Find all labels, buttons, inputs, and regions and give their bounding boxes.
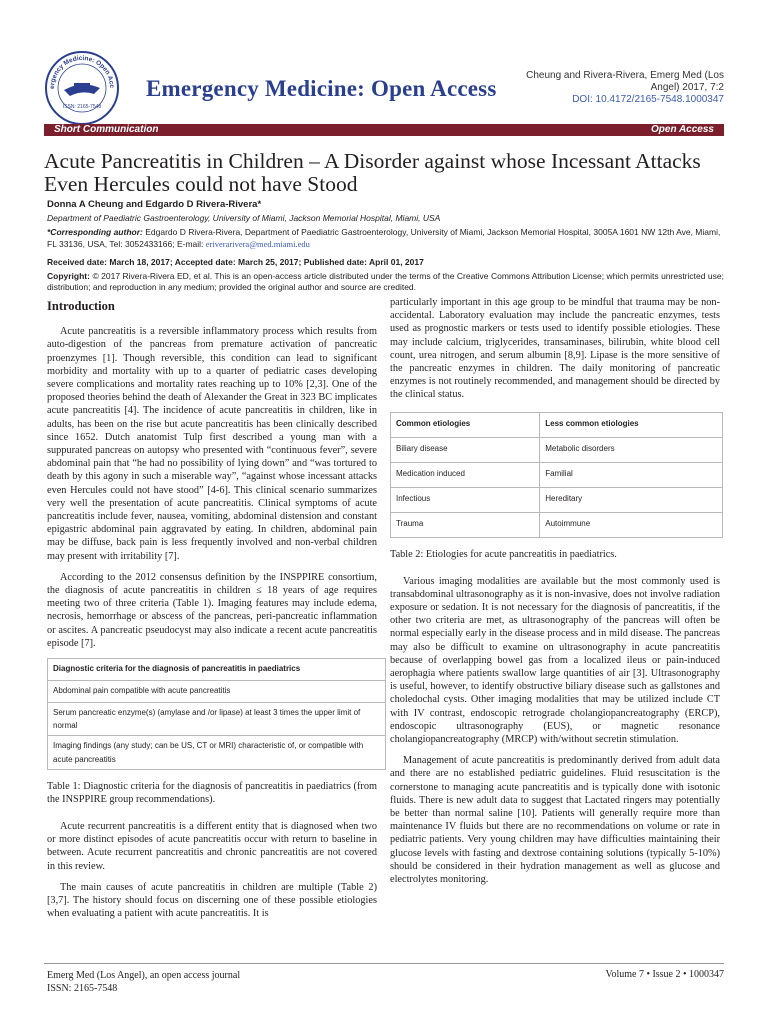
table-header-cell: Less common etiologies — [540, 412, 723, 437]
paragraph: Various imaging modalities are available but the most commonly used is transabdominal ultrasonography as it is non-invasive, does not involve radiation exposure or sedation. It is not necessary for the diagnosis of pancreatitis, if the other two criteria are met, as ultrasonography of the pancreas will often be normal especially early in the disease process and in mild disease. The pancreas may also be difficult to examine on ultrasonography in acute pancreatitis because of overlapping bowel gas from a localized ileus or pain-induced aerophagia where patients swallow large quantities of air [3]. Ultrasonography is useful, however, to identify obstructive biliary disease such as gallstones and choledochal cysts. Other imaging modalities that may be utilized include CT with IV contrast, endoscopic retrograde cholangiopancreatography (ERCP), endoscopic ultrasonography (EUS), or magnetic resonance cholangiopancreatography (MRCP) with/without secretin stimulation. — [390, 575, 721, 746]
table-cell: Biliary disease — [391, 437, 540, 462]
paragraph: Acute recurrent pancreatitis is a different entity that is diagnosed when two or more distinct episodes of acute pancreatitis occur with return to baseline in between. Acute recurrent pancreatitis and chronic pancreatitis are not covered in this review. — [47, 820, 377, 872]
citation-text: Cheung and Rivera-Rivera, Emerg Med (Los Angel) 2017, 7:2 — [526, 70, 724, 93]
open-access-label: Open Access — [651, 124, 714, 135]
doi-link[interactable]: DOI: 10.4172/2165-7548.1000347 — [572, 94, 724, 105]
journal-logo — [44, 50, 120, 126]
table-header-cell: Diagnostic criteria for the diagnosis of pancreatitis in paediatrics — [48, 659, 386, 681]
table-cell: Metabolic disorders — [540, 437, 723, 462]
table-cell: Imaging findings (any study; can be US, CT or MRI) characteristic of, or compatible with acute pancreatitis — [48, 736, 386, 769]
footer-issn: ISSN: 2165-7548 — [47, 983, 118, 994]
footer-journal-name: Emerg Med (Los Angel), an open access journal — [47, 970, 241, 981]
table-cell: Infectious — [391, 487, 540, 512]
table-cell: Serum pancreatic enzyme(s) (amylase and /or lipase) at least 3 times the upper limit of normal — [48, 703, 386, 736]
caption-text: Diagnostic criteria for the diagnosis of pancreatitis in paediatrics (from the INSPPIRE group recommendations). — [47, 780, 377, 805]
journal-title[interactable]: Emergency Medicine: Open Access — [146, 76, 497, 101]
table-cell: Abdominal pain compatible with acute pancreatitis — [48, 681, 386, 703]
article-title: Acute Pancreatitis in Children – A Disorder against whose Incessant Attacks Even Hercules could not have Stood — [44, 149, 701, 196]
logo-issn: ISSN: 2165-7548 — [62, 104, 102, 110]
copyright — [47, 271, 724, 293]
footer-journal — [47, 969, 240, 995]
corresponding-author — [47, 227, 724, 250]
authors: Donna A Cheung and Edgardo D Rivera-Rivera* — [47, 199, 262, 210]
paragraph: Management of acute pancreatitis is predominantly derived from adult data and there are no established pediatric guidelines. Fluid resuscitation is the cornerstone to managing acute pancreatitis and is typically done with isotonic fluids. There is new adult data to suggest that Lactated ringers may potentially be better than normal saline [10]. Patients will generally require more than maintenance IV fluids but there are no recommendations on volume or rate in pediatric patients. Very young children may have difficulties maintaining their glucose levels with fasting and dextrose containing solutions (typically 5-10%) should be considered in their hydration management as well as glucose and electrolytes monitoring. — [390, 755, 720, 886]
paragraph: particularly important in this age group to be mindful that trauma may be non-accidental. Laboratory evaluation may include the pancreatic enzymes, tests used as prognostic markers or tests used to identify possible etiologies. These may include calcium, triglycerides, transaminases, bilirubin, white blood cell count, urea nitrogen, and serum albumin [8,9]. Lipase is the more sensitive of the pancreatic enzymes in children. The daily monitoring of pancreatic enzymes is not routinely recommended, and management should be directed by the clinical status. — [390, 297, 720, 401]
table-cell: Autoimmune — [540, 512, 723, 537]
table-cell: Hereditary — [540, 487, 723, 512]
table-cell: Trauma — [391, 512, 540, 537]
table-cell: Familial — [540, 462, 723, 487]
paragraph: The main causes of acute pancreatitis in children are multiple (Table 2) [3,7]. The history should focus on discerning one of these possible etiologies when evaluating a patient with acute pancreatitis. It is — [47, 881, 377, 920]
right-column — [390, 296, 720, 894]
article-type-label: Short Communication — [54, 124, 159, 135]
citation-block — [512, 70, 724, 106]
table2-caption — [390, 548, 720, 561]
caption-label: Table 2: — [390, 548, 424, 560]
footer-divider — [44, 963, 724, 964]
email-link[interactable]: eriverarivera@med.miami.edu — [205, 238, 310, 249]
table-etiologies — [390, 412, 723, 538]
copyright-label: Copyright: — [47, 271, 90, 281]
table-header-cell: Common etiologies — [391, 412, 540, 437]
copyright-text: © 2017 Rivera-Rivera ED, et al. This is an open-access article distributed under the terms of the Creative Commons Attribution License; which permits unrestricted use; distribution; and reproduction in any medium; provided the original author and source are credited. — [47, 271, 724, 292]
table-cell: Medication induced — [391, 462, 540, 487]
article-dates: Received date: March 18, 2017; Accepted date: March 25, 2017; Published date: April 01, 2017 — [47, 257, 424, 267]
table1-caption — [47, 780, 377, 806]
caption-label: Table 1: — [47, 780, 81, 792]
corresponding-text: Edgardo D Rivera-Rivera, Department of Paediatric Gastroenterology, University of Miami, Jackson Memorial Hospital, 3005A 1601 NW 12th Ave, Miami, FL 33136, USA, Tel: 3052433166; E-mail: — [47, 227, 721, 249]
table-diagnostic-criteria — [47, 658, 386, 770]
article-type-bar — [44, 124, 724, 136]
paragraph: Acute pancreatitis is a reversible inflammatory process which results from auto-digestion of the pancreas from premature activation of pancreatic proenzymes [1]. Though reversible, this condition can lead to significant morbidity and mortality with up to a quarter of pediatric cases developing severe complications and mortality rates reaching up to 10% [2,3]. One of the proposed theories behind the death of Alexander the Great in 323 BC implicates acute pancreatitis [4]. The incidence of acute pancreatitis in children, like in adults, has been on the rise but acute pancreatitis has been clinically described since 1652. Dutch anatomist Tulp first described a young man with a suppurated pancreas on autopsy who presented with “continuous fever”, severe abdominal pain that “he had no possibility of lying down” and “was tortured to death by this agony in such a miserable way”, “against whose incessant attacks even Hercules could not have stood” [4-6]. This clinical scenario summarizes very well the presentation of acute pancreatitis. Clinical symptoms of acute pancreatitis include fever, nausea, vomiting, abdominal distension and constant epigastric abdominal pain aggravated by eating. In children, abdominal pain may be diffuse, back pain is less frequently involved and non-verbal children may present with irritability [7]. — [47, 326, 377, 562]
corresponding-label: *Corresponding author: — [47, 227, 143, 237]
footer-volume: Volume 7 • Issue 2 • 1000347 — [605, 969, 724, 980]
affiliation: Department of Paediatric Gastroenterology, University of Miami, Jackson Memorial Hospital, Miami, USA — [47, 213, 441, 223]
caption-text: Etiologies for acute pancreatitis in paediatrics. — [425, 548, 617, 560]
section-heading-introduction: Introduction — [47, 299, 115, 313]
paragraph: According to the 2012 consensus definition by the INSPPIRE consortium, the diagnosis of acute pancreatitis in children ≤ 18 years of age requires meeting two of three criteria (Table 1). Imaging features may include edema, necrosis, hemorrhage or abscess of the pancreas, peri-pancreatic inflammation or ascites. A pancreatic pseudocyst may also indicate a recent acute pancreatitis episode [7]. — [47, 571, 377, 649]
logo-arc-text: ergency Medicine: Open Acc — [48, 54, 116, 89]
left-column — [47, 296, 377, 928]
